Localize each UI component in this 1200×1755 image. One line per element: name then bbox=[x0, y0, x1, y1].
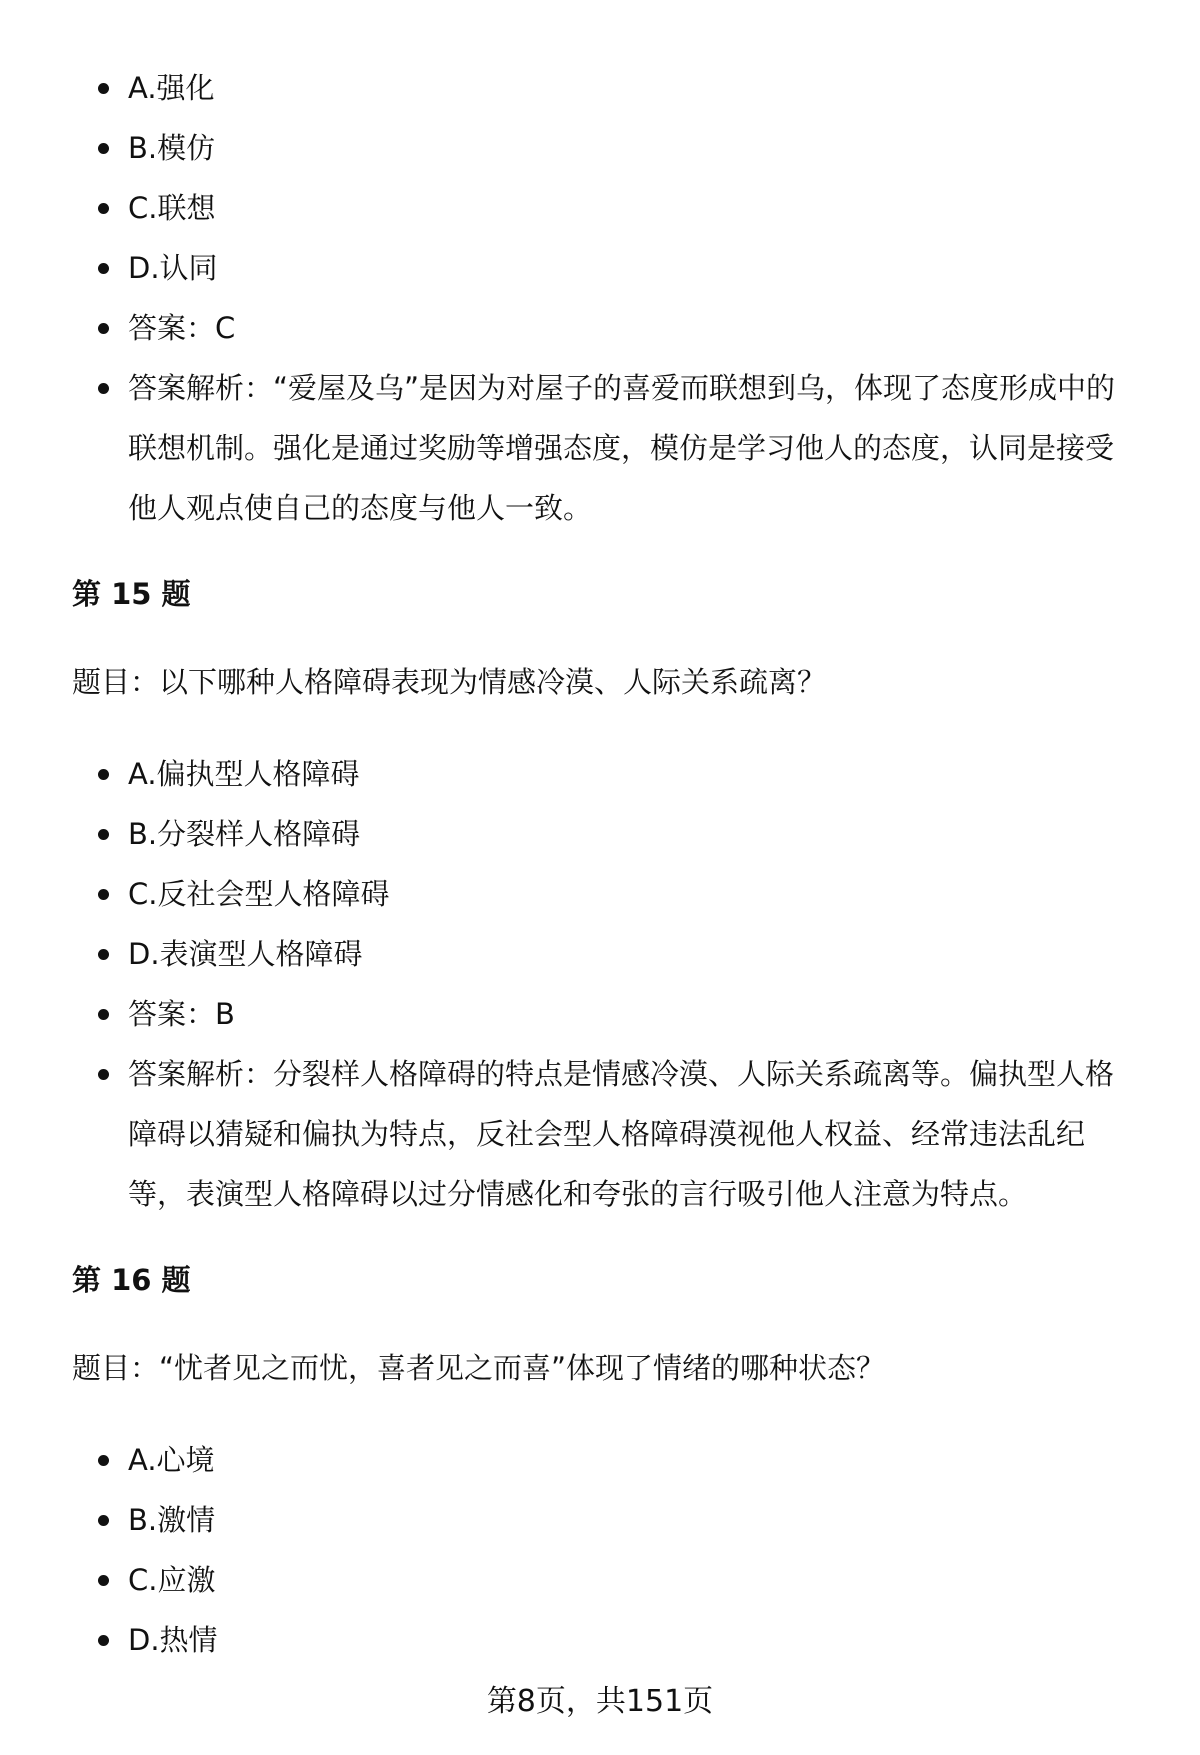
option-a: A.强化 bbox=[0, 58, 1200, 118]
previous-question-options bbox=[0, 58, 1200, 538]
page-number: 第8页，共151页 bbox=[486, 1684, 714, 1719]
question-options bbox=[0, 744, 1200, 1224]
question-text: 题目：“忧者见之而忧，喜者见之而喜”体现了情绪的哪种状态？ bbox=[72, 1351, 886, 1385]
option-c: C.应激 bbox=[0, 1550, 1200, 1610]
question-heading: 第 15 题 bbox=[72, 577, 191, 611]
option-b: B.模仿 bbox=[0, 118, 1200, 178]
question-text: 题目：以下哪种人格障碍表现为情感冷漠、人际关系疏离？ bbox=[72, 665, 827, 699]
answer-explanation: 答案解析：“爱屋及乌”是因为对屋子的喜爱而联想到乌，体现了态度形成中的联想机制。强化是通过奖励等增强态度，模仿是学习他人的态度，认同是接受他人观点使自己的态度与他人一致。 bbox=[0, 358, 1200, 538]
option-b: B.分裂样人格障碍 bbox=[0, 804, 1200, 864]
option-list bbox=[0, 1430, 1200, 1670]
option-b: B.激情 bbox=[0, 1490, 1200, 1550]
question-heading: 第 16 题 bbox=[72, 1263, 191, 1297]
option-a: A.偏执型人格障碍 bbox=[0, 744, 1200, 804]
question-options bbox=[0, 1430, 1200, 1670]
option-list bbox=[0, 58, 1200, 538]
option-list bbox=[0, 744, 1200, 1224]
option-d: D.认同 bbox=[0, 238, 1200, 298]
option-d: D.热情 bbox=[0, 1610, 1200, 1670]
option-c: C.反社会型人格障碍 bbox=[0, 864, 1200, 924]
answer: 答案：C bbox=[0, 298, 1200, 358]
answer: 答案：B bbox=[0, 984, 1200, 1044]
option-c: C.联想 bbox=[0, 178, 1200, 238]
option-d: D.表演型人格障碍 bbox=[0, 924, 1200, 984]
answer-explanation: 答案解析：分裂样人格障碍的特点是情感冷漠、人际关系疏离等。偏执型人格障碍以猜疑和偏执为特点，反社会型人格障碍漠视他人权益、经常违法乱纪等，表演型人格障碍以过分情感化和夸张的言行吸引他人注意为特点。 bbox=[0, 1044, 1200, 1224]
option-a: A.心境 bbox=[0, 1430, 1200, 1490]
